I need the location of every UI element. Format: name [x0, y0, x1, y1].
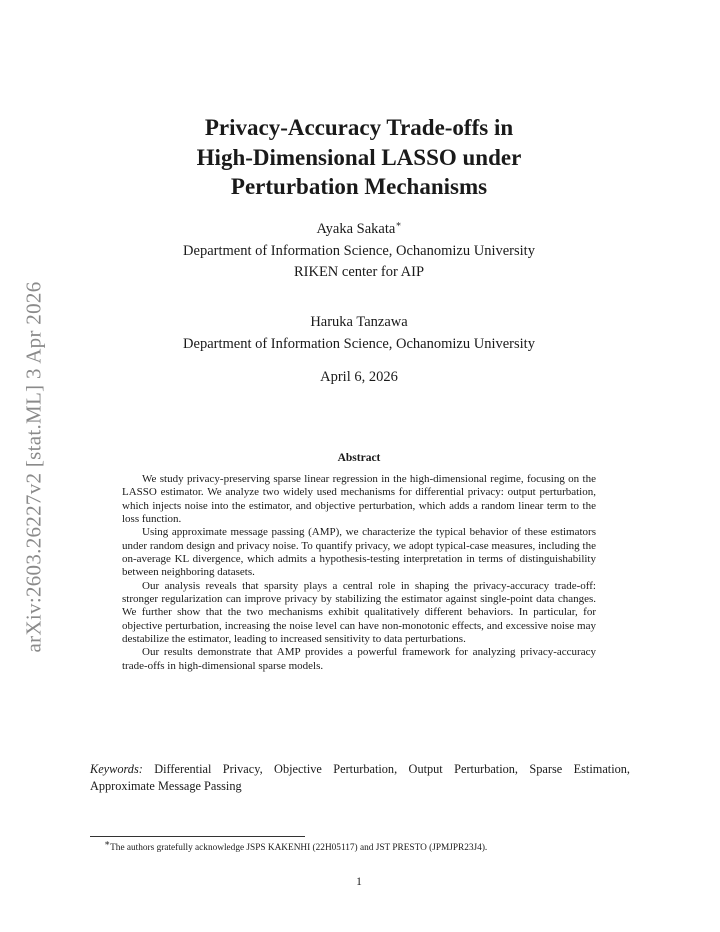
- publication-date: April 6, 2026: [320, 369, 398, 385]
- keywords: [90, 761, 630, 794]
- paper-title: [120, 113, 598, 202]
- title-line: High-Dimensional LASSO under: [196, 144, 522, 170]
- author-name-text: Ayaka Sakata: [316, 221, 396, 237]
- footnote-mark: ∗: [104, 837, 111, 848]
- page-number: 1: [356, 876, 362, 888]
- footnote-text: The authors gratefully acknowledge JSPS KAKENHI (22H05117) and JST PRESTO (JPMJPR23J4).: [110, 843, 488, 853]
- footnote: [104, 837, 644, 854]
- footnote-rule: [90, 836, 305, 837]
- abstract-paragraph: Using approximate message passing (AMP), we characterize the typical behavior of these estimators under random design and privacy noise. To quantify privacy, we adopt typical-case measures, including the on-average KL divergence, which admits a hypothesis-testing interpretation in terms of distinguishability between neighboring datasets.: [122, 526, 596, 579]
- abstract-body: [122, 473, 596, 673]
- keywords-label: Keywords:: [90, 762, 143, 776]
- author-affiliation: Department of Information Science, Ochanomizu University: [183, 336, 535, 352]
- author-name: [90, 219, 628, 239]
- abstract-heading: Abstract: [337, 452, 381, 464]
- abstract-paragraph: Our analysis reveals that sparsity plays a central role in shaping the privacy-accuracy trade-off: stronger regularization can improve privacy by stabilizing the estimator against single-point data changes. We further show that the two mechanisms exhibit qualitatively different behaviors. In particular, for objective perturbation, increasing the noise level can have non-monotonic effects, and excessive noise may destabilize the estimator, leading to increased sensitivity to data perturbations.: [122, 579, 596, 646]
- abstract-paragraph: We study privacy-preserving sparse linear regression in the high-dimensional regime, focusing on the LASSO estimator. We analyze two widely used mechanisms for differential privacy: output perturbation, which injects noise into the estimator, and objective perturbation, which adds a random linear term to the loss function.: [122, 473, 596, 526]
- arxiv-identifier-stamp: arXiv:2603.26227v2 [stat.ML] 3 Apr 2026: [21, 281, 46, 653]
- abstract-paragraph: Our results demonstrate that AMP provides a powerful framework for analyzing privacy-accuracy trade-offs in high-dimensional sparse models.: [122, 646, 596, 672]
- title-line: Privacy-Accuracy Trade-offs in: [204, 115, 514, 140]
- title-line: Perturbation Mechanisms: [230, 174, 488, 199]
- author-affiliation: Department of Information Science, Ochanomizu University: [183, 243, 535, 259]
- author-name: Haruka Tanzawa: [310, 314, 408, 330]
- author-affiliation: RIKEN center for AIP: [293, 264, 425, 280]
- author-footnote-mark: ∗: [395, 219, 402, 230]
- keywords-text: Differential Privacy, Objective Perturbation, Output Perturbation, Sparse Estimation, Approximate Message Passing: [90, 762, 630, 793]
